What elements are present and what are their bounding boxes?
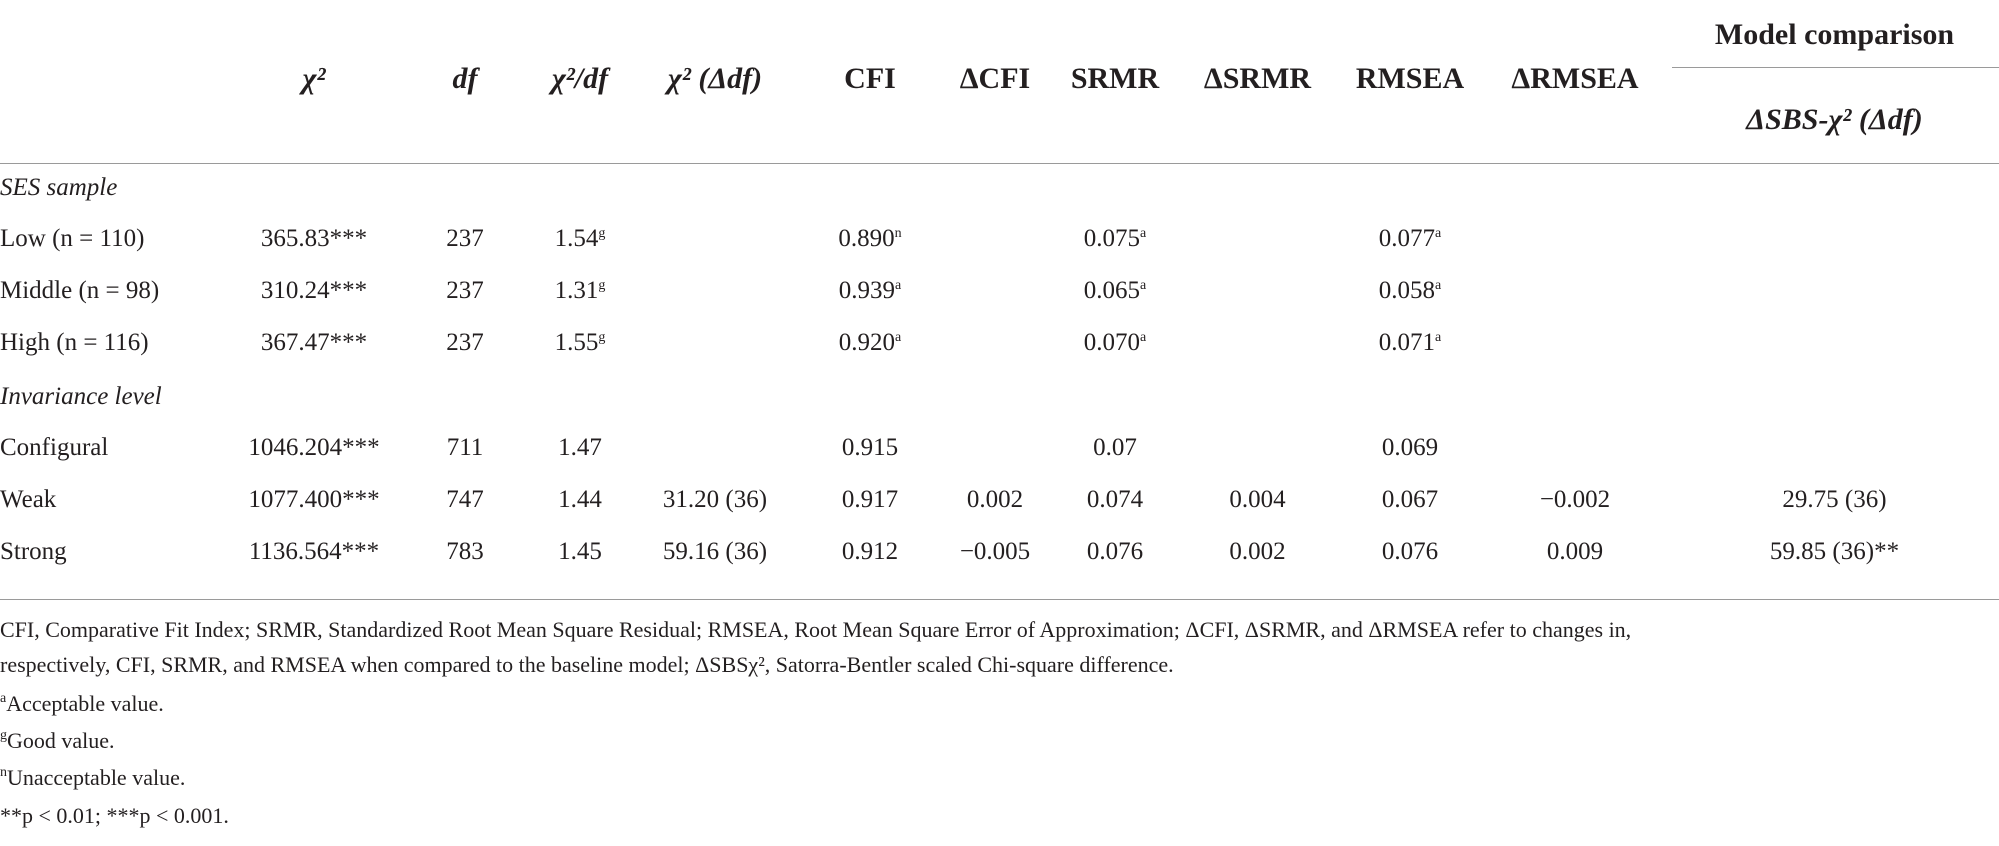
- note-n-text: Unacceptable value.: [7, 765, 186, 790]
- cell-weak-chi2-df: 1.44: [558, 486, 602, 513]
- cell-high-srmr-value: 0.070: [1083, 329, 1141, 356]
- cell-high-rmsea: [1340, 329, 1480, 357]
- note-g-text: Good value.: [7, 728, 115, 753]
- cell-weak-dsbs: 29.75 (36): [1782, 486, 1887, 513]
- row-label-weak: Weak: [0, 486, 57, 513]
- cell-strong-drmsea: 0.009: [1546, 538, 1604, 565]
- table-note-abbreviations-2: respectively, CFI, SRMR, and RMSEA when compared to the baseline model; ΔSBSχ², Satorra-Bentler scaled Chi-square difference.: [0, 652, 1174, 677]
- col-header-dsbs: [1670, 103, 1999, 137]
- cell-low-srmr-sup: a: [1140, 226, 1147, 241]
- cell-high-cfi-sup: a: [895, 330, 902, 345]
- cell-low-cfi-sup: n: [894, 226, 902, 241]
- row-label-high: High (n = 116): [0, 329, 149, 356]
- section-invariance-level: Invariance level: [0, 383, 162, 410]
- col-header-cfi: CFI: [844, 62, 896, 95]
- col-header-model-comparison: Model comparison: [1714, 18, 1955, 51]
- cell-configural-rmsea: 0.069: [1381, 434, 1439, 461]
- cell-strong-chi2-df: 1.45: [558, 538, 602, 565]
- cell-low-rmsea-value: 0.077: [1378, 225, 1436, 252]
- table-note-acceptable: [0, 689, 164, 719]
- table-note-abbreviations-1: CFI, Comparative Fit Index; SRMR, Standardized Root Mean Square Residual; RMSEA, Root Mean Square Error of Approximation; ΔCFI, ΔSRMR, and ΔRMSEA refer to changes in,: [0, 617, 1632, 642]
- cell-middle-rmsea-sup: a: [1435, 278, 1442, 293]
- cell-middle-rmsea: [1340, 277, 1480, 305]
- cell-strong-df: 783: [446, 538, 484, 565]
- cell-middle-chi2-df-value: 1.31: [554, 277, 599, 304]
- col-header-rmsea: RMSEA: [1355, 62, 1465, 95]
- row-label-low: Low (n = 110): [0, 225, 145, 252]
- row-label-configural: Configural: [0, 434, 109, 461]
- cell-low-chi2-df: [520, 225, 640, 253]
- cell-strong-chi2-ddf: 59.16 (36): [662, 538, 768, 565]
- row-label-middle: Middle (n = 98): [0, 277, 160, 304]
- cell-configural-cfi: 0.915: [841, 434, 899, 461]
- cell-configural-srmr: 0.07: [1093, 434, 1137, 461]
- col-header-dcfi: ΔCFI: [959, 62, 1031, 95]
- col-header-df: [425, 62, 505, 96]
- row-label-strong: Strong: [0, 538, 67, 565]
- cell-high-srmr-sup: a: [1140, 330, 1147, 345]
- table-note-significance: **p < 0.01; ***p < 0.001.: [0, 803, 229, 828]
- cell-weak-rmsea: 0.067: [1381, 486, 1439, 513]
- cell-low-rmsea-sup: a: [1435, 226, 1442, 241]
- col-header-drmsea: ΔRMSEA: [1511, 62, 1639, 95]
- note-g-mark: g: [0, 728, 7, 743]
- cell-weak-chi2: 1077.400***: [248, 486, 380, 513]
- cell-middle-chi2-df: [520, 277, 640, 305]
- cell-high-chi2: 367.47***: [260, 329, 368, 356]
- cell-weak-dcfi: 0.002: [966, 486, 1024, 513]
- table-note-unacceptable: [0, 763, 185, 793]
- cell-weak-df: 747: [446, 486, 484, 513]
- cell-strong-dsbs: 59.85 (36)**: [1769, 538, 1900, 565]
- cell-low-chi2: 365.83***: [260, 225, 368, 252]
- col-header-chi2: [254, 62, 374, 96]
- col-header-chi2-df: [520, 62, 640, 96]
- cell-high-chi2-df-sup: g: [598, 330, 606, 345]
- cell-high-cfi-value: 0.920: [838, 329, 896, 356]
- cell-high-srmr: [1055, 329, 1175, 357]
- cell-high-chi2-df: [520, 329, 640, 357]
- cell-strong-dsrmr: 0.002: [1229, 538, 1286, 565]
- col-header-chi2-ddf: [640, 62, 790, 96]
- cell-low-cfi-value: 0.890: [838, 225, 895, 252]
- note-n-mark: n: [0, 765, 7, 780]
- footer-rule: [0, 599, 1999, 600]
- cell-middle-srmr-value: 0.065: [1083, 277, 1141, 304]
- cell-high-chi2-df-value: 1.55: [554, 329, 599, 356]
- cell-middle-cfi-sup: a: [895, 278, 902, 293]
- cell-strong-cfi: 0.912: [841, 538, 899, 565]
- col-header-chi2-ddf-label: χ² (Δdf): [667, 62, 763, 95]
- cell-weak-drmsea: −0.002: [1539, 486, 1611, 513]
- cell-middle-cfi-value: 0.939: [838, 277, 896, 304]
- cell-middle-srmr: [1055, 277, 1175, 305]
- cell-high-df: 237: [446, 329, 484, 356]
- cell-high-cfi: [810, 329, 930, 357]
- col-header-chi2-df-label: χ²/df: [551, 62, 609, 95]
- cell-middle-rmsea-value: 0.058: [1378, 277, 1436, 304]
- cell-weak-dsrmr: 0.004: [1229, 486, 1286, 513]
- col-header-srmr: SRMR: [1070, 62, 1160, 95]
- cell-low-chi2-df-value: 1.54: [554, 225, 599, 252]
- cell-low-df: 237: [446, 225, 484, 252]
- note-a-mark: a: [0, 691, 7, 706]
- cell-middle-chi2-df-sup: g: [598, 278, 606, 293]
- cell-middle-df: 237: [446, 277, 484, 304]
- cell-high-rmsea-value: 0.071: [1378, 329, 1436, 356]
- cell-high-rmsea-sup: a: [1435, 330, 1442, 345]
- cell-weak-cfi: 0.917: [841, 486, 899, 513]
- note-a-text: Acceptable value.: [6, 691, 164, 716]
- cell-configural-df: 711: [446, 434, 484, 461]
- cell-weak-chi2-ddf: 31.20 (36): [662, 486, 768, 513]
- cell-strong-srmr: 0.076: [1086, 538, 1144, 565]
- col-header-dsrmr: ΔSRMR: [1203, 62, 1312, 95]
- section-ses-sample: SES sample: [0, 174, 118, 201]
- header-rule: [0, 163, 1999, 164]
- col-header-dsbs-label: ΔSBS-χ² (Δdf): [1746, 103, 1923, 136]
- cell-strong-rmsea: 0.076: [1381, 538, 1439, 565]
- cell-weak-srmr: 0.074: [1086, 486, 1144, 513]
- cell-low-rmsea: [1340, 225, 1480, 253]
- col-header-df-label: df: [452, 62, 478, 95]
- col-header-chi2-label: χ²: [302, 62, 326, 95]
- cell-middle-chi2: 310.24***: [260, 277, 368, 304]
- cell-low-cfi: [810, 225, 930, 253]
- cell-middle-cfi: [810, 277, 930, 305]
- cell-middle-srmr-sup: a: [1140, 278, 1147, 293]
- cell-low-srmr-value: 0.075: [1083, 225, 1141, 252]
- model-comparison-rule: [1672, 67, 1999, 68]
- cell-strong-chi2: 1136.564***: [248, 538, 380, 565]
- cell-low-srmr: [1055, 225, 1175, 253]
- table-note-good: [0, 726, 115, 756]
- cell-configural-chi2-df: 1.47: [558, 434, 602, 461]
- cell-strong-dcfi: −0.005: [959, 538, 1031, 565]
- cell-configural-chi2: 1046.204***: [248, 434, 380, 461]
- cell-low-chi2-df-sup: g: [598, 226, 606, 241]
